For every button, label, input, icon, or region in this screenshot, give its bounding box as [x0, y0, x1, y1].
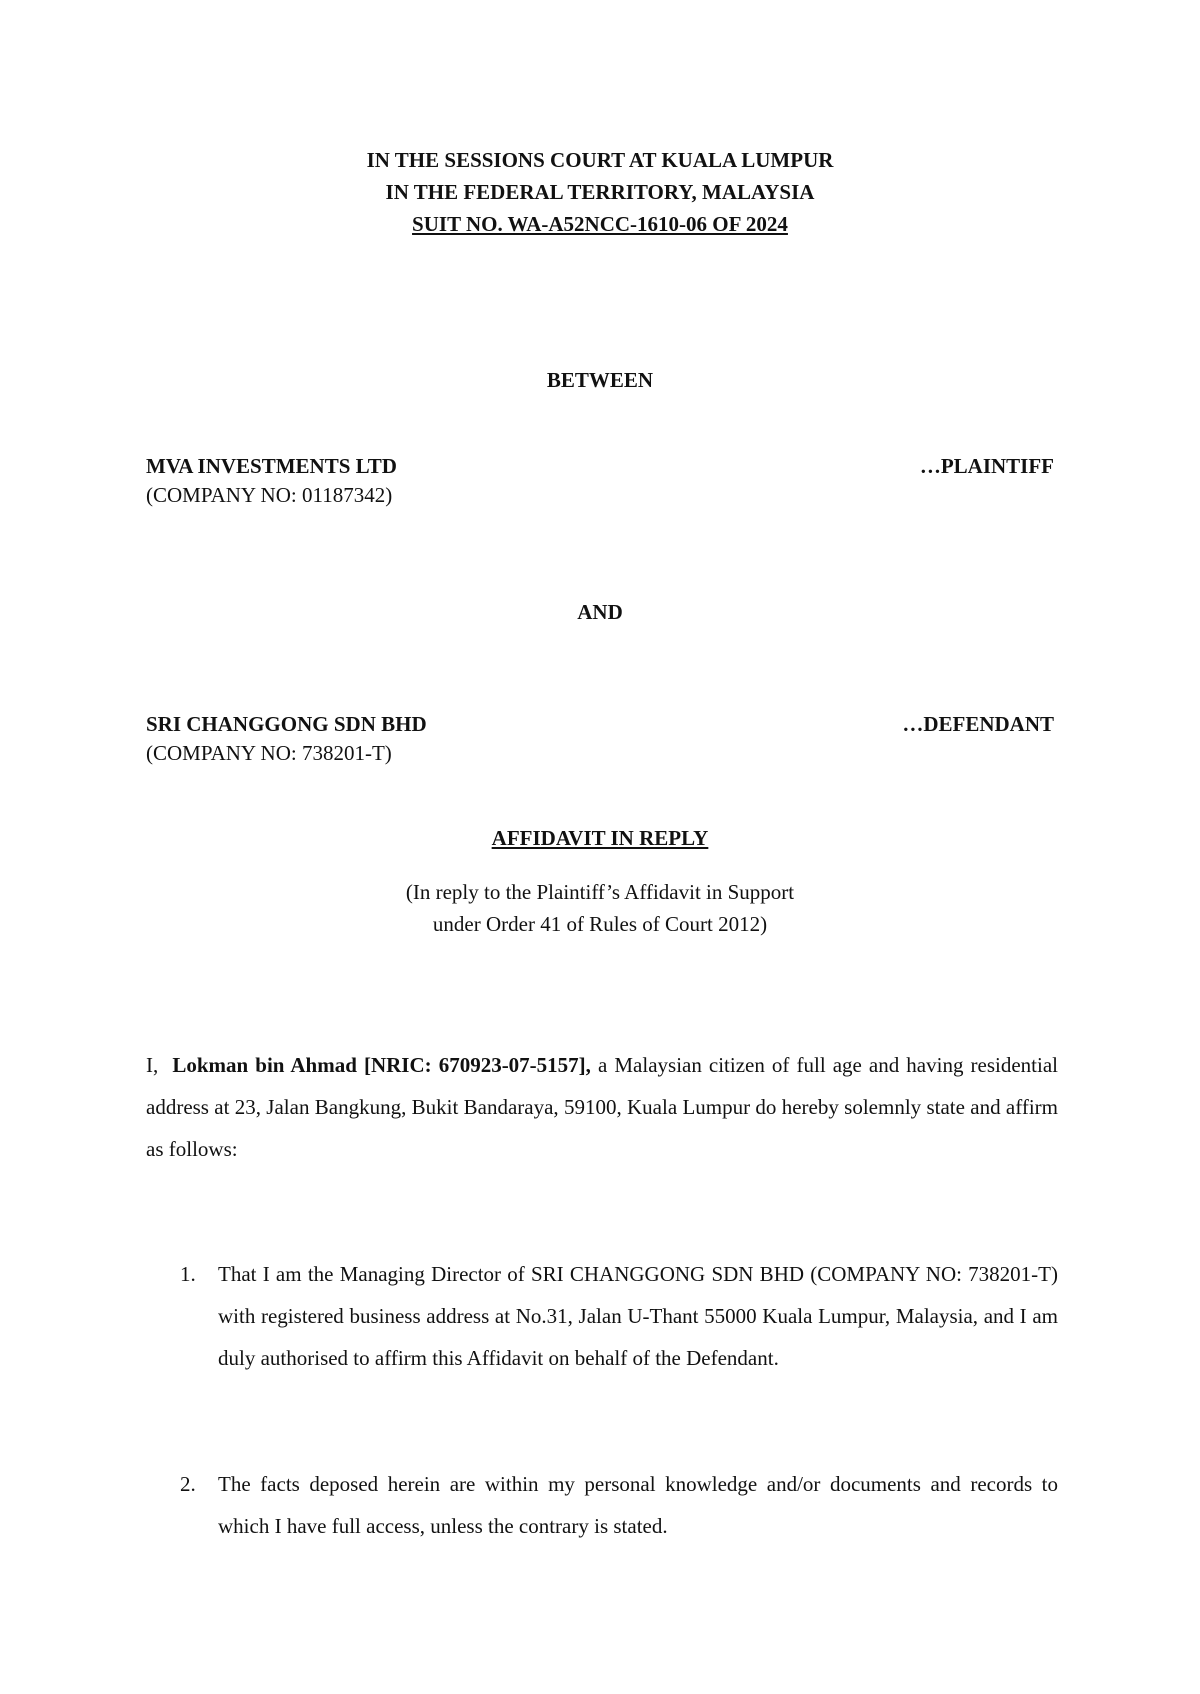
paragraph-1	[180, 1253, 1058, 1379]
defendant-role: …DEFENDANT	[902, 712, 1054, 736]
court-line-2: IN THE FEDERAL TERRITORY, MALAYSIA	[385, 180, 815, 204]
plaintiff-block	[146, 452, 1054, 510]
paragraph-text: The facts deposed herein are within my personal knowledge and/or documents and records to which I have full access, unless the contrary is stated.	[218, 1472, 1058, 1538]
plaintiff-role: …PLAINTIFF	[919, 454, 1054, 478]
between-label: BETWEEN	[546, 368, 654, 392]
defendant-block	[146, 710, 1054, 768]
paragraph-number: 1.	[180, 1262, 196, 1286]
intro-prefix: I,	[146, 1053, 159, 1077]
document-title: AFFIDAVIT IN REPLY	[491, 826, 709, 850]
deponent-identity: Lokman bin Ahmad [NRIC: 670923-07-5157],	[172, 1053, 591, 1077]
paragraph-text: That I am the Managing Director of SRI CHANGGONG SDN BHD (COMPANY NO: 738201-T) with registered business address at No.31, Jalan U-Thant 55000 Kuala Lumpur, Malaysia, and I am duly authorised to affirm this Affidavit on behalf of the Defendant.	[218, 1262, 1058, 1370]
defendant-name: SRI CHANGGONG SDN BHD	[146, 712, 427, 736]
suit-number: SUIT NO. WA-A52NCC-1610-06 OF 2024	[412, 212, 788, 236]
paragraph-number: 2.	[180, 1472, 196, 1496]
defendant-company-no: (COMPANY NO: 738201-T)	[146, 741, 392, 765]
intro-paragraph	[146, 1044, 1058, 1170]
subtitle-line-2: under Order 41 of Rules of Court 2012)	[432, 912, 768, 936]
intro-text: a Malaysian citizen of full age and having residential address at 23, Jalan Bangkung, Bukit Bandaraya, 59100, Kuala Lumpur do hereby solemnly state and affirm as follows:	[146, 1053, 1058, 1161]
plaintiff-company-no: (COMPANY NO: 01187342)	[146, 483, 393, 507]
court-line-1: IN THE SESSIONS COURT AT KUALA LUMPUR	[366, 148, 834, 172]
court-heading	[0, 144, 1200, 240]
document-subtitle	[0, 876, 1200, 940]
and-label: AND	[577, 600, 623, 624]
plaintiff-name: MVA INVESTMENTS LTD	[146, 454, 397, 478]
subtitle-line-1: (In reply to the Plaintiff’s Affidavit in Support	[405, 880, 795, 904]
paragraph-2	[180, 1463, 1058, 1547]
